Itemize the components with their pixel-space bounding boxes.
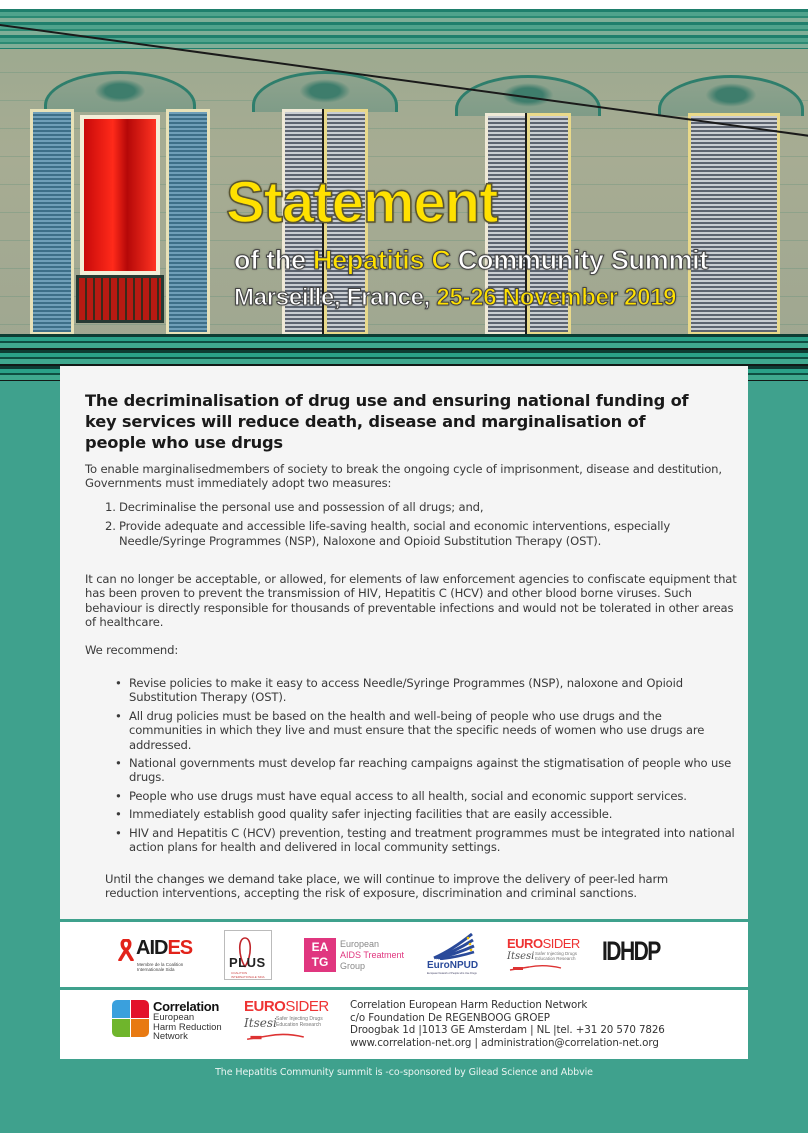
eurosider-logo: EUROSIDER Itsesi Safer Injecting Drugs Education Research	[505, 936, 585, 976]
list-item: 1. Decriminalise the personal use and possession of all drugs; and,	[105, 500, 484, 514]
event-date: 25-26 November 2019	[436, 284, 677, 311]
subtitle-prefix: of the	[234, 245, 306, 275]
logo-square-red	[131, 1000, 149, 1018]
list-item: 2. Provide adequate and accessible life-saving health, social and economic interventions, especially Needle/Syringe Programmes (NSP), Naloxone and Opioid Substitution Therapy (OST).	[105, 519, 671, 548]
list-item: • Immediately establish good quality safer injecting facilities that are easily accessible.	[115, 807, 613, 822]
list-item: • Revise policies to make it easy to access Needle/Syringe Programmes (NSP), naloxone and Opioid Substitution Therapy (OST).	[115, 676, 683, 705]
idhdp-logo: IDHDP	[602, 936, 660, 966]
wing-icon	[432, 932, 476, 960]
partner-logos-panel	[60, 922, 748, 987]
correlation-logo: Correlation European Harm Reduction Network	[112, 1000, 228, 1042]
logo-square-green	[112, 1019, 130, 1037]
event-date-line	[234, 284, 676, 312]
list-item: • National governments must develop far reaching campaigns against the stigmatisation of people who use drugs.	[115, 756, 732, 785]
aides-logo: AIDES Membre de la Coalition Internationale Sida	[118, 935, 198, 975]
list-item: • All drug policies must be based on the health and well-being of people who use drugs and the communities in which they live and must ensure that the specific needs of women who use drugs are addressed.	[115, 708, 705, 752]
list-item: • People who use drugs must have equal access to all health, social and economic support services.	[115, 788, 687, 803]
logo-square-blue	[112, 1000, 130, 1018]
closing-paragraph: Until the changes we demand take place, we will continue to improve the delivery of peer-led harm reduction interventions, accepting the risk of exposure, discrimination and criminal sanctions.	[105, 872, 669, 901]
hero-photo	[0, 9, 808, 381]
list-item: • HIV and Hepatitis C (HCV) prevention, testing and treatment programmes must be integrated into national action plans for health and delivered in local community settings.	[115, 825, 735, 855]
cornice-top	[0, 9, 808, 49]
top-margin	[0, 0, 808, 9]
euronpud-logo: EuroNPUD European Network of People who Use Drugs	[425, 932, 483, 976]
sponsor-note: The Hepatitis Community summit is -co-sponsored by Gilead Science and Abbvie	[215, 1067, 593, 1078]
subtitle-highlight: Hepatitis C	[312, 245, 451, 275]
plus-logo: PLUS COALITION INTERNATIONALE SIDA	[224, 930, 272, 980]
statement-headline: The decriminalisation of drug use and ensuring national funding of key services will reduce death, disease and marginalisation of people who use drugs	[85, 391, 689, 452]
web-email[interactable]: www.correlation-net.org | administration@correlation-net.org	[350, 1036, 659, 1049]
recommend-label: We recommend:	[85, 643, 179, 657]
confiscation-paragraph: It can no longer be acceptable, or allowed, for elements of law enforcement agencies to confiscate equipment that has been proven to prevent the transmission of HIV, Hepatitis C (HCV) and other blood borne viruses. Such behaviour is directly responsible for thousands of preventable infections and would not be tolerated in other areas of healthcare.	[85, 572, 737, 630]
window-red	[30, 109, 210, 335]
care-of: c/o Foundation De REGENBOOG GROEP	[350, 1011, 550, 1024]
title: Statement	[226, 170, 498, 235]
street-address: Droogbak 1d |1013 GE Amsterdam | NL |tel. +31 20 570 7826	[350, 1024, 665, 1037]
contact-panel	[60, 990, 748, 1059]
statement-panel	[60, 366, 748, 919]
intro-paragraph: To enable marginalisedmembers of society to break the ongoing cycle of imprisonment, disease and destitution, Governments must immediately adopt two measures:	[85, 462, 722, 491]
syringe-icon	[246, 1032, 306, 1042]
contact-address	[350, 999, 740, 1049]
eurosider-logo-2: EUROSIDER Itsesi Safer Injecting Drugs Education Research	[242, 998, 332, 1044]
event-location: Marseille, France,	[234, 284, 431, 311]
subtitle-suffix: Community Summit	[457, 245, 709, 275]
org-name: Correlation European Harm Reduction Network	[350, 999, 588, 1011]
window-4	[688, 113, 774, 335]
measures-list	[105, 500, 725, 553]
recommendations-list	[115, 676, 735, 858]
logo-square-orange	[131, 1019, 149, 1037]
subtitle	[234, 245, 708, 276]
eatg-logo: EA TG European AIDS Treatment Group	[304, 938, 424, 974]
syringe-icon	[509, 964, 563, 972]
red-ribbon-icon	[118, 939, 134, 961]
